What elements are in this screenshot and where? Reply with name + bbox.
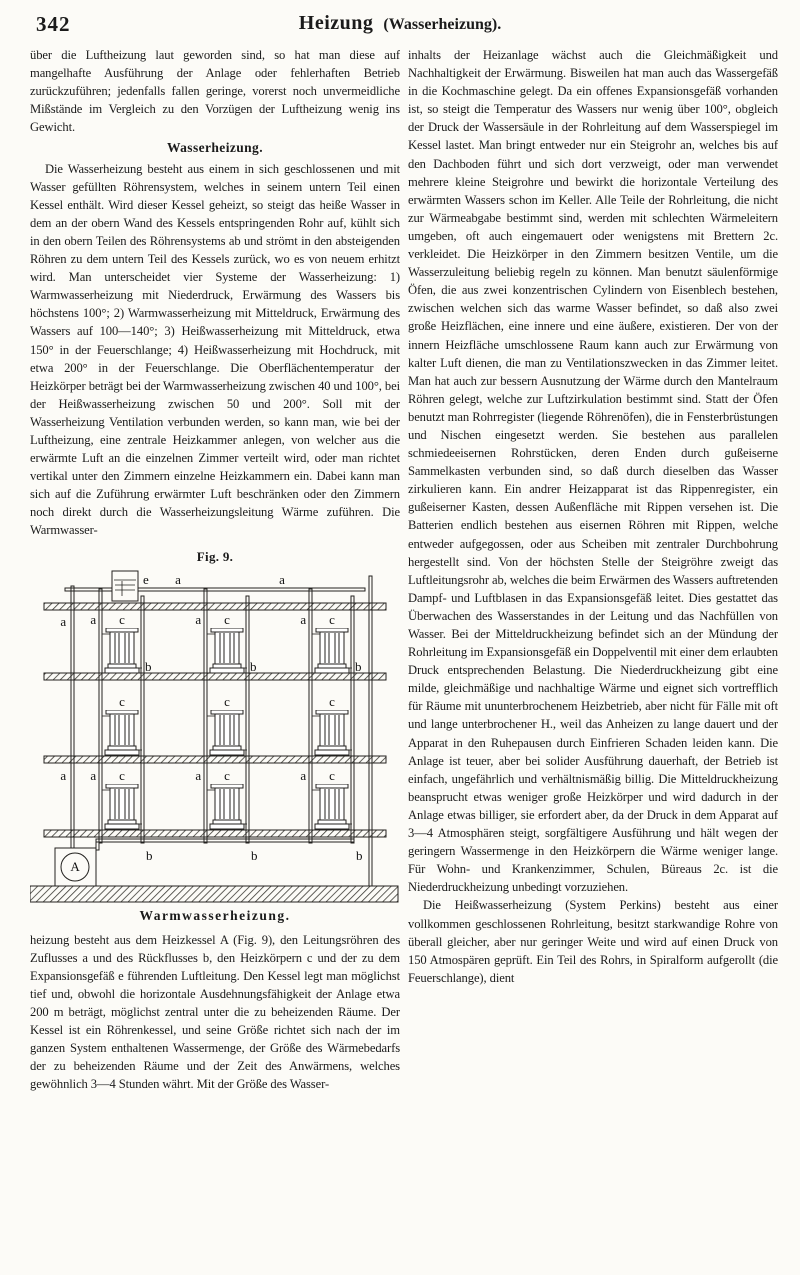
page-subtitle: (Wasserheizung). bbox=[383, 16, 502, 33]
radiator bbox=[105, 710, 139, 755]
radiator bbox=[315, 710, 349, 755]
running-title bbox=[0, 12, 800, 35]
radiator bbox=[210, 710, 244, 755]
top-distribution-pipe bbox=[65, 588, 112, 591]
right-column bbox=[408, 46, 778, 1256]
supply-pipe bbox=[204, 589, 207, 843]
figure-label-expansion: e bbox=[143, 571, 149, 587]
top-distribution-pipe bbox=[138, 588, 365, 591]
section-heading: Wasserheizung. bbox=[167, 140, 263, 156]
supply-pipe bbox=[309, 589, 312, 843]
figure-number: Fig. 9. bbox=[196, 548, 234, 564]
paragraph-after-figure: heizung besteht aus dem Heizkessel A (Fig. 9), den Leitungsröhren des Zuflusses a und des Rückflusses b, den Heizkörpern c und der zu dem Expansionsgefäß e führenden Luftleitung. Den Kessel legt man möglichst tief und, obwohl die horizontale Ausdehnungsfähigkeit der Anlage etwa 200 m beträgt, möglichst zentral unter die zu beheizenden Räume. Der Kessel ist ein Röhrenkessel, und seine Größe richtet sich nach der im ganzen System enthaltenen Wassermenge, der Größe des Wärmebedarfs der zu beheizenden Räume und der Zeit des Anwärmens, welches gewöhnlich 3—4 Stunden währt. Mit der Größe des Wasser- bbox=[30, 932, 400, 1092]
figure-label-supply: a bbox=[60, 613, 66, 629]
basement-return-pipe bbox=[96, 839, 354, 842]
figure-caption: Warmwasserheizung. bbox=[139, 907, 291, 923]
floor-slab-4 bbox=[44, 830, 386, 837]
floor-slab-3 bbox=[44, 756, 386, 763]
figure-label-radiator: c bbox=[119, 611, 125, 627]
figure-label-return: b bbox=[146, 847, 153, 863]
radiator bbox=[210, 784, 244, 829]
figure-label-radiator: c bbox=[224, 693, 230, 709]
figure-label-radiator: c bbox=[119, 693, 125, 709]
radiator bbox=[210, 628, 244, 673]
expansion-vessel bbox=[112, 571, 138, 601]
figure-label-radiator: c bbox=[224, 767, 230, 783]
radiator bbox=[105, 628, 139, 673]
radiator bbox=[315, 628, 349, 673]
ground bbox=[30, 886, 398, 902]
return-pipe bbox=[246, 596, 249, 843]
page-number: 342 bbox=[36, 12, 71, 36]
figure-label-supply: a bbox=[90, 611, 96, 627]
figure-label-radiator: c bbox=[329, 767, 335, 783]
paragraph-right-1: inhalts der Heizanlage wächst auch die Gleichmäßigkeit und Nachhaltigkeit der Erwärmung. Bisweilen hat man auch das Wassergefäß in die Kochmaschine gelegt. Da ein offenes Expansionsgefäß vorhanden ist, so steigt die Temperatur des Wassers nur wenig über 100°, obgleich der Druck der Wassersäule in der Rohrleitung auf dem Wasserspiegel im Kessel lastet. Man bringt entweder nur ein Steigrohr an, welches bis auf den Dachboden führt und sich dort verzweigt, oder man verwendet mehrere kleine Steigrohre und bewirkt die horizontale Verteilung des erwärmten Wassers schon im Keller. Alle Teile der Rohrleitung, die nicht zur Wärmeabgabe bestimmt sind, werden mit schlechten Wärmeleitern umgeben, oft auch eingemauert oder wenigstens mit Brettern 2c. verkleidet. Die Heizkörper in den Zimmern besitzen Ventile, um die Wasserzuleitung beliebig regeln zu können. Man benutzt säulenförmige Öfen, die aus zwei konzentrischen Cylindern von Eisenblech bestehen, zwischen welchen sich das warme Wasser befindet, so daß also zwei große Heizflächen, eine innere und eine äußere, existieren. Der von der innern Heizfläche umschlossene Raum kann auch zur Erwärmung von kalter Luft dienen, die man zu Ventilationszwecken in das Zimmer leitet. Man hat auch zur bessern Ausnutzung der Wärme durch den Mantelraum Röhren gelegt, welche zur Luftzirkulation bestimmt sind. Statt der Öfen benutzt man Rohrregister (liegende Röhrenöfen), die in Fensterbrüstungen und Nischen eingesetzt werden. Sie bestehen aus parallelen schmiedeeisernen Rohrstücken, deren Enden durch gußeiserne Sammelkasten verbunden sind, so daß durch dieselben das Wasser zirkulieren kann. Ein andrer Heizapparat ist das Rippenregister, ein gußeiserner Kasten, dessen Außenfläche mit Rippen versehen ist. Die Batterien endlich bestehen aus eisernen Röhren mit Rippen, welche entweder aufgegossen, oder aus Scheiben mit zentraler Durchbohrung hergestellt sind. Von der höchsten Stelle der Steigröhre zweigt das Luftleitungsrohr ab, welches die beim Erwärmen des Wassers auftretenden Dampf- und Luftblasen in das Expansionsgefäß leitet. Dies gestattet das Überwachen des Wasserstandes in der Leitung und das Nachfüllen von Wasser. Bei der Mitteldruckheizung befindet sich an der Mündung der Rohrleitung im Expansionsgefäß ein Doppelventil mit einer dem erlaubten Druck entsprechenden Belastung. Die Niederdruckheizung gibt eine milde, gleichmäßige und nachhaltige Wärme und eignet sich vortrefflich für Räume mit ununterbrochenem Heizbetrieb, aber nicht für Fälle mit oft und lange unterbrochener H., weil das Anheizen zu lange dauert und der Apparat in den Ruhepausen durch Einfrieren Schaden leiden kann. Die Anlage ist teuer, aber bei solider Ausführung dauerhaft, der Betrieb ist einfach, ungefährlich und verhältnismäßig billig. Die Mitteldruckheizung beansprucht etwas weniger große Heizkörper und wird dadurch in der Anlage etwas billiger, sie erfordert aber, da der Druck in dem Apparat auf 3—4 Atmosphären steigt, sorgfältigere Ausführung und hält wegen der geringern Wassermenge in den Heizkörpern die Wärme weniger lange. Für Wohn- und Krankenzimmer, Schulen, Büreaus 2c. ist die Niederdruckheizung unbedingt vorzuziehen. bbox=[408, 48, 778, 895]
figure-label-supply: a bbox=[195, 611, 201, 627]
figure-label-boiler: A bbox=[70, 858, 80, 874]
radiator bbox=[105, 784, 139, 829]
page-header bbox=[0, 10, 800, 42]
figure-label-radiator: c bbox=[329, 611, 335, 627]
figure-label-supply: a bbox=[90, 767, 96, 783]
figure-label-supply: a bbox=[300, 767, 306, 783]
figure-label-supply: a bbox=[279, 571, 285, 587]
main-riser-pipe bbox=[71, 586, 74, 848]
left-column bbox=[30, 46, 400, 1256]
return-pipe bbox=[141, 596, 144, 843]
supply-pipe bbox=[99, 589, 102, 843]
figure-label-radiator: c bbox=[329, 693, 335, 709]
figure-label-supply: a bbox=[195, 767, 201, 783]
figure-label-return: b bbox=[145, 658, 152, 674]
figure-label-supply: a bbox=[175, 571, 181, 587]
radiator bbox=[315, 784, 349, 829]
figure-label-return: b bbox=[356, 847, 363, 863]
continuation-paragraph: über die Luftheizung laut geworden sind, so hat man diese auf mangelhafte Ausführung der Anlage oder fehlerhaften Betrieb zurückzuführen; jedenfalls fallen geringe, vorerst noch unvermeidliche Mißstände im Vergleich zu den Vorzügen der Luftheizung wenig ins Gewicht. bbox=[30, 48, 400, 135]
floor-slab-2 bbox=[44, 673, 386, 680]
figure-label-supply: a bbox=[300, 611, 306, 627]
floor-slab-attic bbox=[44, 603, 386, 610]
paragraph-wasserheizung: Die Wasserheizung besteht aus einem in sich geschlossenen und mit Wasser gefüllten Röhrensystem, welches in seinem untern Teil einen Kessel enthält. Wird dieser Kessel geheizt, so steigt das heiße Wasser in dem an der obern Wand des Kessels entspringenden Rohr auf, kühlt sich in den obern Teilen des Röhrensystems ab und strömt in den absteigenden Röhren zu dem untern Teil des Kessels zurück, wo es von neuem erhitzt wird. Man unterscheidet vier Systeme der Wasserheizung: 1) Warmwasserheizung mit Niederdruck, Erwärmung des Wassers bis höchstens 100°; 2) Warmwasserheizung mit Mitteldruck, Erwärmung des Wassers auf 100—140°; 3) Heißwasserheizung mit Mitteldruck, etwa 150° in der Feuerschlange; 4) Heißwasserheizung mit Hochdruck, mit etwa 200° in der Feuerschlange. Die Oberflächentemperatur der Heizkörper beträgt bei der Warmwasserheizung zwischen 40 und 100°, bei der Heißwasserheizung zwischen 50 und 200°. Soll mit der Wasserheizung Ventilation verbunden werden, so kann man, wie bei der Luftheizung, eine zentrale Heizkammer anlegen, von welcher aus die erwärmte Luft an die einzelnen Zimmer verteilt wird, oder man richtet vertikal unter den Zimmern einzelne Heizkammern ein. Dabei kann man sich auf die Zuführung erwärmter Luft beschränken oder den Zimmern noch direkt durch die Wasserheizungsleitung Wärme zuführen. Die Warmwasser- bbox=[30, 161, 400, 538]
figure-label-return: b bbox=[251, 847, 258, 863]
figure-label-return: b bbox=[355, 658, 362, 674]
figure-diagram bbox=[30, 568, 400, 903]
page-title: Heizung bbox=[298, 12, 374, 34]
figure-label-radiator: c bbox=[224, 611, 230, 627]
figure-label-return: b bbox=[250, 658, 257, 674]
figure-9 bbox=[30, 548, 400, 925]
paragraph-right-2: Die Heißwasserheizung (System Perkins) besteht aus einer vollkommen geschlossenen Rohrleitung, besitzt starkwandige Rohre von überall gleicher, aber nur geringer Weite und wird auf einen Druck von 150 Atmospären geprüft. Ein Teil des Rohrs, in Spiralform aufgerollt (die Feuerschlange), dient bbox=[408, 898, 778, 985]
figure-label-supply: a bbox=[60, 767, 66, 783]
return-pipe bbox=[351, 596, 354, 843]
figure-label-radiator: c bbox=[119, 767, 125, 783]
right-edge-pipe bbox=[369, 576, 372, 886]
